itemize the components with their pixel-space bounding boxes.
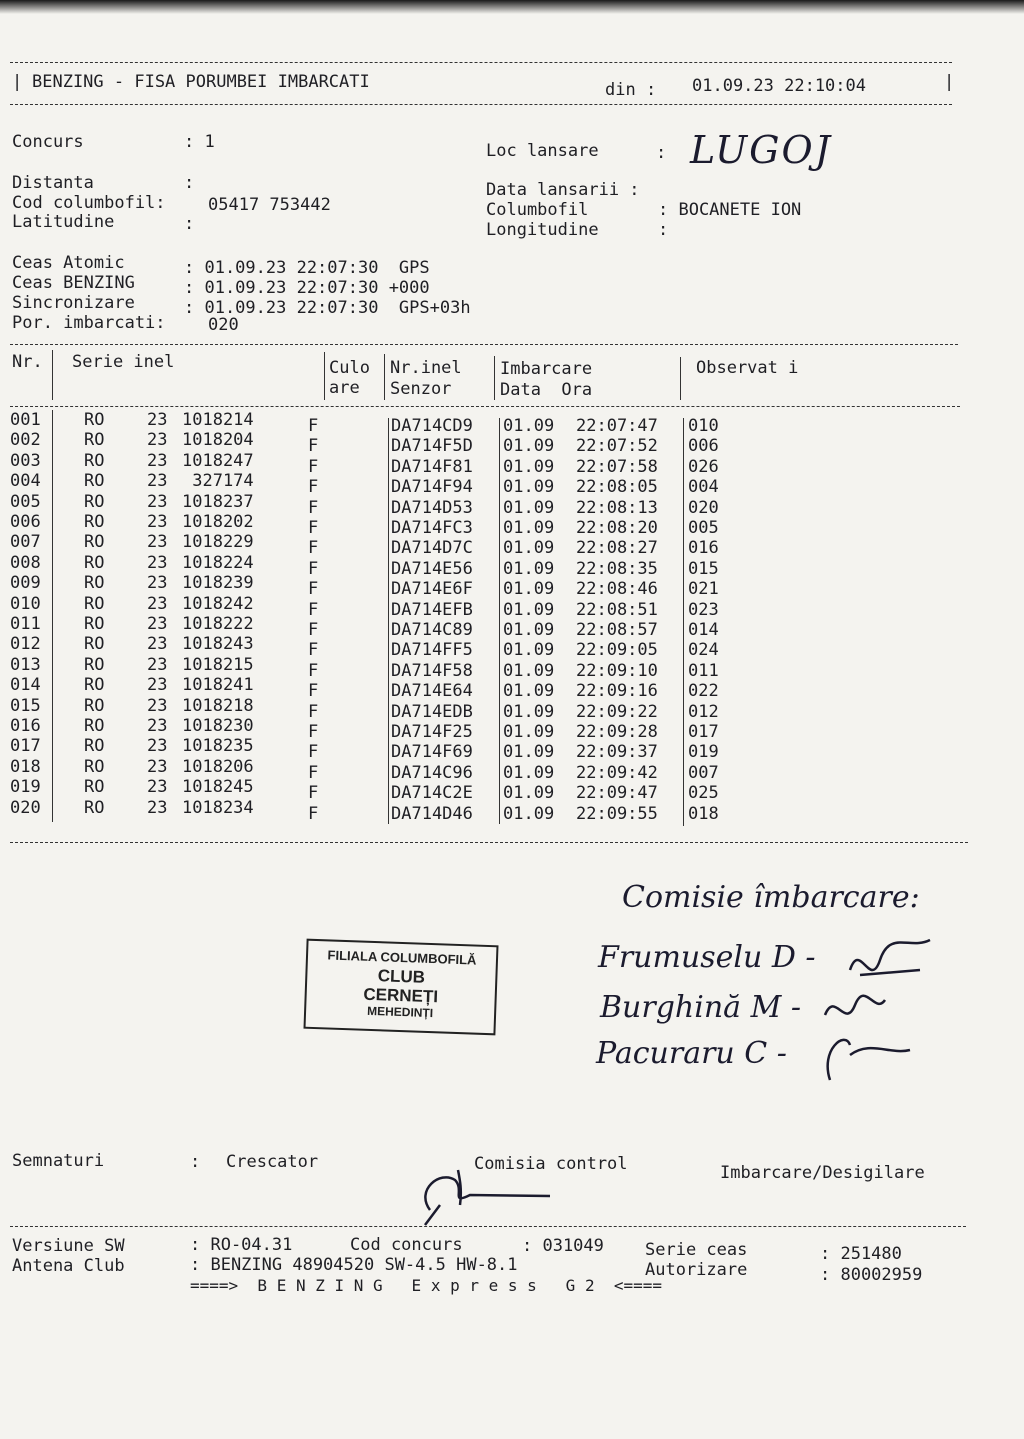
col-divider-observatii bbox=[680, 357, 681, 400]
cell-sex: F bbox=[308, 681, 319, 702]
porumbei-imbarcati-label: Por. imbarcati: bbox=[12, 313, 166, 333]
autorizare-value: : 80002959 bbox=[820, 1265, 923, 1285]
ceas-atomic-value: : 01.09.23 22:07:30 GPS bbox=[184, 258, 430, 278]
cell-nr: 016 bbox=[10, 716, 41, 736]
cell-senzor: DA714CD9 bbox=[391, 416, 473, 436]
cell-senzor: DA714F94 bbox=[391, 477, 473, 498]
table-row bbox=[0, 756, 1024, 783]
cell-data: 01.09 bbox=[503, 599, 555, 620]
longitudine-value: : bbox=[658, 220, 669, 240]
commission-signatures bbox=[800, 930, 940, 1090]
cell-an: 23 bbox=[147, 777, 168, 798]
table-row bbox=[0, 471, 1024, 498]
cell-data: 01.09 bbox=[503, 497, 555, 518]
cod-concurs-label: Cod concurs bbox=[350, 1235, 463, 1255]
cell-tara: RO bbox=[84, 552, 105, 573]
cell-tara: RO bbox=[84, 450, 105, 471]
cell-data: 01.09 bbox=[503, 558, 555, 579]
cell-sex: F bbox=[308, 477, 319, 498]
distanta-label: Distanta bbox=[12, 173, 94, 193]
cell-nr: 002 bbox=[10, 430, 41, 451]
col-divider-nr bbox=[52, 350, 53, 400]
cell-tara: RO bbox=[84, 756, 105, 777]
antena-club-value: : BENZING 48904520 SW-4.5 HW-8.1 bbox=[190, 1255, 518, 1275]
cell-senzor: DA714E64 bbox=[391, 681, 473, 702]
cell-nr: 013 bbox=[10, 654, 41, 675]
cell-observatii: 018 bbox=[688, 803, 719, 824]
cell-sex: F bbox=[308, 742, 319, 763]
col-divider-culoare bbox=[324, 352, 325, 400]
cell-observatii: 007 bbox=[688, 762, 719, 783]
cell-nr: 012 bbox=[10, 634, 41, 655]
stamp-line-3: CERNEȚI bbox=[363, 984, 439, 1007]
cell-ora: 22:07:47 bbox=[576, 416, 658, 436]
cell-ora: 22:08:51 bbox=[576, 599, 658, 620]
concurs-label: Concurs bbox=[12, 132, 84, 152]
cell-senzor: DA714F58 bbox=[391, 660, 473, 681]
cell-ora: 22:09:28 bbox=[576, 722, 658, 742]
cell-an: 23 bbox=[147, 654, 168, 675]
club-stamp bbox=[303, 939, 498, 1036]
cell-ora: 22:09:10 bbox=[576, 660, 658, 681]
cell-an: 23 bbox=[147, 756, 168, 777]
header-left-bar: | bbox=[12, 72, 23, 92]
cell-tara: RO bbox=[84, 777, 105, 798]
cell-an: 23 bbox=[147, 675, 168, 696]
table-row bbox=[0, 634, 1024, 661]
cell-inel: 1018243 bbox=[182, 634, 254, 655]
col-header-nr-inel: Nr.inel bbox=[390, 358, 462, 378]
comisie-imbarcare-handwritten: Comisie îmbarcare: bbox=[622, 880, 920, 915]
cell-ora: 22:07:58 bbox=[576, 456, 658, 477]
cell-tara: RO bbox=[84, 471, 105, 492]
cell-senzor: DA714EFB bbox=[391, 599, 473, 620]
cell-inel: 1018235 bbox=[182, 736, 254, 757]
cell-inel: 1018202 bbox=[182, 512, 254, 532]
cell-tara: RO bbox=[84, 410, 105, 430]
table-row bbox=[0, 573, 1024, 600]
cell-inel: 1018245 bbox=[182, 777, 254, 798]
header-top-rule bbox=[10, 62, 952, 63]
cell-an: 23 bbox=[147, 695, 168, 716]
col-header-data-ora: Data Ora bbox=[500, 380, 593, 400]
cell-nr: 006 bbox=[10, 512, 41, 532]
cell-tara: RO bbox=[84, 797, 105, 818]
cell-tara: RO bbox=[84, 593, 105, 614]
cell-nr: 019 bbox=[10, 777, 41, 798]
cell-senzor: DA714C2E bbox=[391, 783, 473, 804]
table-row bbox=[0, 797, 1024, 824]
loc-lansare-label: Loc lansare bbox=[486, 141, 599, 161]
cell-ora: 22:09:37 bbox=[576, 742, 658, 763]
cell-senzor: DA714FF5 bbox=[391, 640, 473, 661]
cell-tara: RO bbox=[84, 430, 105, 451]
crescator-label: Crescator bbox=[226, 1152, 319, 1172]
cell-ora: 22:08:20 bbox=[576, 518, 658, 538]
cell-senzor: DA714E6F bbox=[391, 579, 473, 600]
cell-observatii: 015 bbox=[688, 558, 719, 579]
cell-sex: F bbox=[308, 518, 319, 538]
cell-observatii: 025 bbox=[688, 783, 719, 804]
cell-senzor: DA714C89 bbox=[391, 620, 473, 640]
table-bottom-rule bbox=[10, 842, 968, 843]
cell-observatii: 014 bbox=[688, 620, 719, 640]
loc-lansare-colon: : bbox=[656, 143, 667, 163]
cell-nr: 007 bbox=[10, 532, 41, 553]
cell-observatii: 020 bbox=[688, 497, 719, 518]
cell-observatii: 022 bbox=[688, 681, 719, 702]
cell-sex: F bbox=[308, 783, 319, 804]
scan-top-edge bbox=[0, 0, 1024, 14]
cell-ora: 22:08:13 bbox=[576, 497, 658, 518]
cell-tara: RO bbox=[84, 675, 105, 696]
cell-data: 01.09 bbox=[503, 722, 555, 742]
table-row bbox=[0, 450, 1024, 477]
concurs-value: : 1 bbox=[184, 132, 215, 152]
benzing-express-banner: ====> B E N Z I N G E x p r e s s G 2 <==== bbox=[190, 1276, 663, 1295]
cell-an: 23 bbox=[147, 716, 168, 736]
cell-an: 23 bbox=[147, 450, 168, 471]
stamp-line-2: CLUB bbox=[377, 966, 426, 987]
cell-ora: 22:08:05 bbox=[576, 477, 658, 498]
cell-an: 23 bbox=[147, 430, 168, 451]
cell-nr: 010 bbox=[10, 593, 41, 614]
table-row bbox=[0, 532, 1024, 559]
cell-inel: 1018214 bbox=[182, 410, 254, 430]
table-row bbox=[0, 675, 1024, 702]
cell-data: 01.09 bbox=[503, 579, 555, 600]
cell-senzor: DA714C96 bbox=[391, 762, 473, 783]
serie-ceas-value: : 251480 bbox=[820, 1244, 902, 1264]
cell-inel: 1018204 bbox=[182, 430, 254, 451]
cell-tara: RO bbox=[84, 532, 105, 553]
cell-inel: 1018239 bbox=[182, 573, 254, 594]
cell-nr: 017 bbox=[10, 736, 41, 757]
cell-inel: 1018218 bbox=[182, 695, 254, 716]
cod-concurs-value: : 031049 bbox=[522, 1236, 604, 1256]
cell-tara: RO bbox=[84, 654, 105, 675]
cell-an: 23 bbox=[147, 614, 168, 634]
cell-sex: F bbox=[308, 456, 319, 477]
cell-ora: 22:08:46 bbox=[576, 579, 658, 600]
cell-sex: F bbox=[308, 599, 319, 620]
sincronizare-value: : 01.09.23 22:07:30 GPS+03h bbox=[184, 298, 471, 318]
data-lansarii-label: Data lansarii : bbox=[486, 180, 640, 200]
col-header-are: are bbox=[329, 378, 360, 398]
cell-sex: F bbox=[308, 538, 319, 559]
loc-lansare-handwritten: LUGOJ bbox=[690, 128, 832, 172]
cell-data: 01.09 bbox=[503, 477, 555, 498]
col-header-observatii: Observat i bbox=[696, 358, 799, 378]
cell-senzor: DA714EDB bbox=[391, 701, 473, 722]
sincronizare-label: Sincronizare bbox=[12, 293, 135, 313]
commission-member-2: Burghină M - bbox=[600, 990, 801, 1025]
cell-observatii: 024 bbox=[688, 640, 719, 661]
cell-ora: 22:09:42 bbox=[576, 762, 658, 783]
cell-nr: 004 bbox=[10, 471, 41, 492]
cell-an: 23 bbox=[147, 491, 168, 512]
cell-inel: 1018224 bbox=[182, 552, 254, 573]
cell-ora: 22:07:52 bbox=[576, 436, 658, 457]
cell-data: 01.09 bbox=[503, 640, 555, 661]
cell-observatii: 026 bbox=[688, 456, 719, 477]
cell-an: 23 bbox=[147, 471, 168, 492]
cell-data: 01.09 bbox=[503, 416, 555, 436]
cell-nr: 001 bbox=[10, 410, 41, 430]
crescator-signature bbox=[410, 1150, 560, 1230]
col-header-serie-inel: Serie inel bbox=[72, 352, 175, 372]
distanta-value: : bbox=[184, 173, 195, 193]
longitudine-label: Longitudine bbox=[486, 220, 599, 240]
cell-nr: 009 bbox=[10, 573, 41, 594]
cell-data: 01.09 bbox=[503, 701, 555, 722]
cell-senzor: DA714E56 bbox=[391, 558, 473, 579]
cell-senzor: DA714FC3 bbox=[391, 518, 473, 538]
cod-columbofil-value: 05417 753442 bbox=[208, 195, 331, 215]
cell-inel: 327174 bbox=[182, 471, 254, 492]
table-top-rule bbox=[10, 344, 958, 345]
stamp-line-1: FILIALA COLUMBOFILĂ bbox=[327, 947, 477, 968]
table-header-rule bbox=[10, 406, 960, 407]
commission-member-1: Frumuselu D - bbox=[598, 940, 816, 975]
cell-sex: F bbox=[308, 497, 319, 518]
cell-inel: 1018230 bbox=[182, 716, 254, 736]
ceas-benzing-label: Ceas BENZING bbox=[12, 273, 135, 293]
porumbei-imbarcati-value: 020 bbox=[208, 315, 239, 335]
cell-nr: 005 bbox=[10, 491, 41, 512]
cell-observatii: 011 bbox=[688, 660, 719, 681]
cell-data: 01.09 bbox=[503, 436, 555, 457]
cell-senzor: DA714F25 bbox=[391, 722, 473, 742]
columbofil-value: : BOCANETE ION bbox=[658, 200, 802, 220]
cell-ora: 22:09:05 bbox=[576, 640, 658, 661]
cell-observatii: 006 bbox=[688, 436, 719, 457]
cell-data: 01.09 bbox=[503, 620, 555, 640]
header-right-bar: | bbox=[944, 72, 955, 92]
cell-nr: 003 bbox=[10, 450, 41, 471]
cell-sex: F bbox=[308, 416, 319, 436]
cell-sex: F bbox=[308, 722, 319, 742]
cell-inel: 1018206 bbox=[182, 756, 254, 777]
serie-ceas-label: Serie ceas bbox=[645, 1240, 748, 1260]
cell-ora: 22:08:57 bbox=[576, 620, 658, 640]
cell-inel: 1018234 bbox=[182, 797, 254, 818]
cell-an: 23 bbox=[147, 736, 168, 757]
cell-inel: 1018237 bbox=[182, 491, 254, 512]
cell-an: 23 bbox=[147, 634, 168, 655]
antena-club-label: Antena Club bbox=[12, 1256, 125, 1276]
cell-nr: 018 bbox=[10, 756, 41, 777]
cell-ora: 22:08:27 bbox=[576, 538, 658, 559]
cell-tara: RO bbox=[84, 614, 105, 634]
cell-data: 01.09 bbox=[503, 681, 555, 702]
latitudine-value: : bbox=[184, 214, 195, 234]
cell-data: 01.09 bbox=[503, 762, 555, 783]
cell-an: 23 bbox=[147, 797, 168, 818]
cell-tara: RO bbox=[84, 716, 105, 736]
table-row bbox=[0, 695, 1024, 722]
cell-an: 23 bbox=[147, 512, 168, 532]
semnaturi-label: Semnaturi bbox=[12, 1151, 105, 1171]
cell-nr: 011 bbox=[10, 614, 41, 634]
versiune-sw-label: Versiune SW bbox=[12, 1236, 125, 1256]
table-row bbox=[0, 430, 1024, 457]
imbarcare-desigilare-label: Imbarcare/Desigilare bbox=[720, 1163, 925, 1183]
stamp-line-4: MEHEDINȚI bbox=[366, 1003, 434, 1021]
cell-an: 23 bbox=[147, 573, 168, 594]
autorizare-label: Autorizare bbox=[645, 1260, 748, 1280]
cell-observatii: 016 bbox=[688, 538, 719, 559]
cell-nr: 008 bbox=[10, 552, 41, 573]
print-datetime: 01.09.23 22:10:04 bbox=[692, 76, 866, 96]
cell-tara: RO bbox=[84, 512, 105, 532]
cell-observatii: 023 bbox=[688, 599, 719, 620]
cell-inel: 1018222 bbox=[182, 614, 254, 634]
ceas-benzing-value: : 01.09.23 22:07:30 +000 bbox=[184, 278, 430, 298]
cod-columbofil-label: Cod columbofil: bbox=[12, 193, 166, 213]
comisia-control-label: Comisia control bbox=[474, 1154, 628, 1174]
cell-sex: F bbox=[308, 701, 319, 722]
cell-data: 01.09 bbox=[503, 660, 555, 681]
cell-ora: 22:09:22 bbox=[576, 701, 658, 722]
cell-observatii: 021 bbox=[688, 579, 719, 600]
ceas-atomic-label: Ceas Atomic bbox=[12, 253, 125, 273]
cell-data: 01.09 bbox=[503, 456, 555, 477]
table-row bbox=[0, 614, 1024, 640]
cell-sex: F bbox=[308, 640, 319, 661]
col-header-imbarcare: Imbarcare bbox=[500, 359, 593, 379]
cell-sex: F bbox=[308, 803, 319, 824]
cell-an: 23 bbox=[147, 552, 168, 573]
cell-inel: 1018242 bbox=[182, 593, 254, 614]
document-title: BENZING - FISA PORUMBEI IMBARCATI bbox=[32, 72, 370, 92]
cell-sex: F bbox=[308, 620, 319, 640]
cell-observatii: 004 bbox=[688, 477, 719, 498]
footer-top-rule bbox=[10, 1226, 966, 1227]
cell-inel: 1018241 bbox=[182, 675, 254, 696]
cell-data: 01.09 bbox=[503, 518, 555, 538]
cell-nr: 014 bbox=[10, 675, 41, 696]
cell-inel: 1018247 bbox=[182, 450, 254, 471]
cell-observatii: 012 bbox=[688, 701, 719, 722]
table-row bbox=[0, 716, 1024, 742]
cell-sex: F bbox=[308, 558, 319, 579]
cell-inel: 1018215 bbox=[182, 654, 254, 675]
cell-an: 23 bbox=[147, 593, 168, 614]
cell-tara: RO bbox=[84, 736, 105, 757]
cell-data: 01.09 bbox=[503, 538, 555, 559]
cell-senzor: DA714D53 bbox=[391, 497, 473, 518]
table-row bbox=[0, 552, 1024, 579]
cell-ora: 22:09:47 bbox=[576, 783, 658, 804]
cell-data: 01.09 bbox=[503, 742, 555, 763]
cell-nr: 020 bbox=[10, 797, 41, 818]
table-row bbox=[0, 512, 1024, 538]
cell-observatii: 010 bbox=[688, 416, 719, 436]
col-header-nr: Nr. bbox=[12, 352, 43, 372]
cell-sex: F bbox=[308, 436, 319, 457]
cell-an: 23 bbox=[147, 532, 168, 553]
cell-tara: RO bbox=[84, 695, 105, 716]
cell-observatii: 019 bbox=[688, 742, 719, 763]
cell-data: 01.09 bbox=[503, 803, 555, 824]
cell-sex: F bbox=[308, 579, 319, 600]
table-row bbox=[0, 777, 1024, 804]
col-header-culo: Culo bbox=[329, 358, 370, 378]
col-divider-imbarcare bbox=[494, 356, 495, 400]
cell-senzor: DA714D46 bbox=[391, 803, 473, 824]
versiune-sw-value: : RO-04.31 bbox=[190, 1235, 293, 1255]
table-row bbox=[0, 410, 1024, 436]
table-row bbox=[0, 654, 1024, 681]
col-divider-nr-inel bbox=[384, 354, 385, 400]
semnaturi-colon: : bbox=[190, 1152, 201, 1172]
cell-tara: RO bbox=[84, 491, 105, 512]
cell-ora: 22:08:35 bbox=[576, 558, 658, 579]
table-row bbox=[0, 736, 1024, 763]
col-header-senzor: Senzor bbox=[390, 379, 452, 399]
columbofil-label: Columbofil bbox=[486, 200, 589, 220]
header-bottom-rule bbox=[10, 104, 952, 105]
cell-tara: RO bbox=[84, 634, 105, 655]
latitudine-label: Latitudine bbox=[12, 212, 115, 232]
cell-senzor: DA714F81 bbox=[391, 456, 473, 477]
cell-observatii: 017 bbox=[688, 722, 719, 742]
cell-tara: RO bbox=[84, 573, 105, 594]
commission-member-3: Pacuraru C - bbox=[596, 1036, 787, 1071]
cell-observatii: 005 bbox=[688, 518, 719, 538]
cell-nr: 015 bbox=[10, 695, 41, 716]
cell-senzor: DA714F5D bbox=[391, 436, 473, 457]
table-row bbox=[0, 491, 1024, 518]
table-row bbox=[0, 593, 1024, 620]
cell-sex: F bbox=[308, 762, 319, 783]
cell-inel: 1018229 bbox=[182, 532, 254, 553]
cell-senzor: DA714D7C bbox=[391, 538, 473, 559]
cell-senzor: DA714F69 bbox=[391, 742, 473, 763]
cell-data: 01.09 bbox=[503, 783, 555, 804]
cell-ora: 22:09:55 bbox=[576, 803, 658, 824]
din-label: din : bbox=[605, 80, 657, 100]
cell-ora: 22:09:16 bbox=[576, 681, 658, 702]
cell-sex: F bbox=[308, 660, 319, 681]
cell-an: 23 bbox=[147, 410, 168, 430]
